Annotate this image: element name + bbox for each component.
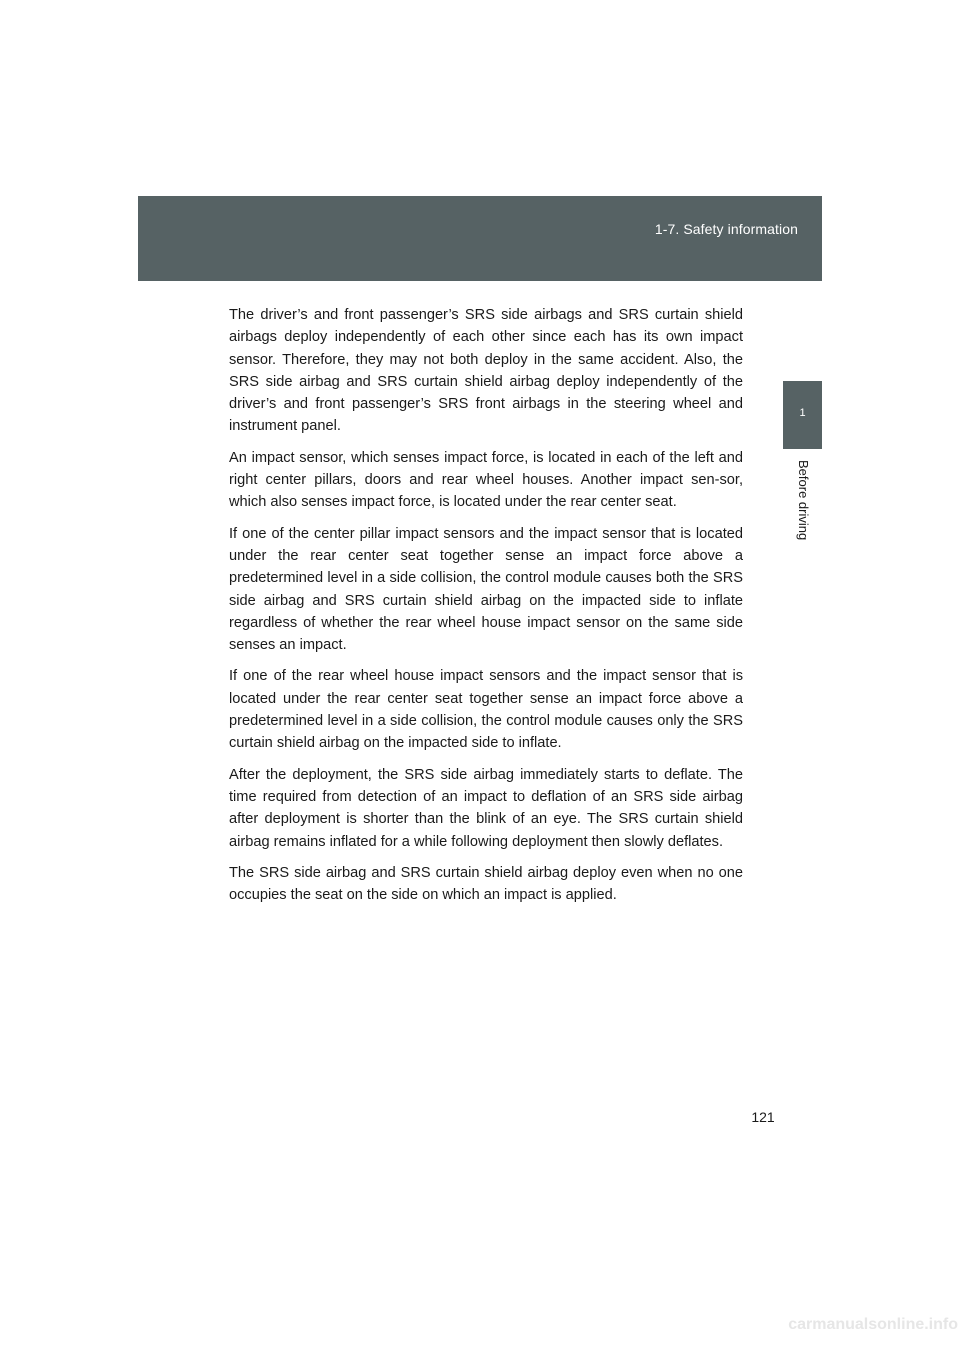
paragraph: If one of the center pillar impact sensors and the impact sensor that is located under the rear center seat together sense an impact force above a predetermined level in a side collision, the control module causes both the SRS side airbag and SRS curtain shield airbag on the impacted side to inflate regardless of whether the rear wheel house impact sensor on the same side senses an impact.	[229, 525, 743, 654]
page-number: 121	[751, 1109, 775, 1125]
section-header-band	[138, 196, 822, 281]
watermark: carmanualsonline.info	[788, 1316, 958, 1333]
chapter-label: Before driving	[796, 460, 811, 541]
chapter-number: 1	[799, 407, 806, 419]
paragraph: An impact sensor, which senses impact force, is located in each of the left and right center pillars, doors and rear wheel houses. Another impact sen-sor, which also senses impact force, is located under the rear center seat.	[229, 449, 743, 511]
paragraph: The driver’s and front passenger’s SRS side airbags and SRS curtain shield airbags deploy independently of each other since each has its own impact sensor. Therefore, they may not both deploy in the same accident. Also, the SRS side airbag and SRS curtain shield airbag deploy independently of the driver’s and front passenger’s SRS front airbags in the steering wheel and instrument panel.	[229, 307, 743, 435]
section-title: 1-7. Safety information	[654, 221, 798, 237]
body-text	[229, 304, 743, 915]
paragraph: After the deployment, the SRS side airbag immediately starts to deflate. The time required from detection of an impact to deflation of an SRS side airbag after deployment is shorter than the blink of an eye. The SRS curtain shield airbag remains inflated for a while following deployment then slowly deflates.	[229, 766, 743, 850]
chapter-tab	[783, 381, 822, 449]
paragraph: If one of the rear wheel house impact sensors and the impact sensor that is located under the rear center seat together sense an impact force above a predetermined level in a side collision, the control module causes only the SRS curtain shield airbag on the impacted side to inflate.	[229, 668, 743, 752]
paragraph: The SRS side airbag and SRS curtain shield airbag deploy even when no one occupies the seat on the side on which an impact is applied.	[229, 864, 743, 904]
